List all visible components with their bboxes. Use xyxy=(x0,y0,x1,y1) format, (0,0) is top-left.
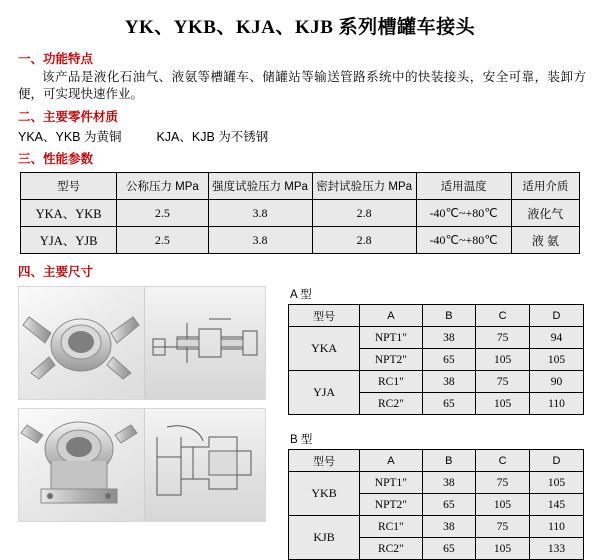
dim-b-header-cell: B xyxy=(422,450,475,472)
dim-a-header-cell: C xyxy=(476,305,530,327)
dim-a-cell: 110 xyxy=(530,393,584,415)
dim-b-cell: NPT2" xyxy=(360,494,423,516)
material-right: KJA、KJB 为不锈钢 xyxy=(156,130,269,144)
dimension-table-a xyxy=(288,304,584,415)
section-head-dimensions: 四、主要尺寸 xyxy=(18,265,94,279)
dim-a-cell: 65 xyxy=(422,393,475,415)
dim-b-cell: 38 xyxy=(422,472,475,494)
dim-b-cell: 65 xyxy=(422,538,475,560)
perf-cell: -40℃~+80℃ xyxy=(416,200,511,227)
perf-header-cell: 公称压力 MPa xyxy=(117,173,208,200)
dim-b-cell: 105 xyxy=(530,472,584,494)
perf-cell: YJA、YJB xyxy=(21,227,117,254)
coupling-drawing-b-icon xyxy=(147,417,263,513)
dim-b-cell: 145 xyxy=(530,494,584,516)
performance-table xyxy=(20,172,580,254)
dim-a-header-cell: 型号 xyxy=(289,305,360,327)
dim-a-cell: RC1" xyxy=(360,371,423,393)
perf-header-cell: 密封试验压力 MPa xyxy=(312,173,416,200)
dim-a-cell: 105 xyxy=(530,349,584,371)
dim-b-header-cell: D xyxy=(530,450,584,472)
dim-b-header-cell: C xyxy=(476,450,530,472)
perf-cell: -40℃~+80℃ xyxy=(416,227,511,254)
perf-header-cell: 适用温度 xyxy=(416,173,511,200)
photo-b-divider xyxy=(144,409,145,521)
dim-a-cell: 38 xyxy=(422,327,475,349)
dim-a-model-cell: YKA xyxy=(289,327,360,371)
perf-header-cell: 型号 xyxy=(21,173,117,200)
dim-b-cell: RC1" xyxy=(360,516,423,538)
dimension-table-b xyxy=(288,449,584,560)
perf-cell: 2.8 xyxy=(312,200,416,227)
page-title: YK、YKB、KJA、KJB 系列槽罐车接头 xyxy=(124,17,476,38)
perf-header-cell: 强度试验压力 MPa xyxy=(208,173,312,200)
dim-a-model-cell: YJA xyxy=(289,371,360,415)
dim-table-a-label: A 型 xyxy=(290,289,312,301)
table-row xyxy=(21,227,580,254)
dimensions-area xyxy=(0,286,600,555)
photo-a-left-pane xyxy=(19,287,144,399)
dim-b-model-cell: KJB xyxy=(289,516,360,560)
dim-a-cell: NPT1" xyxy=(360,327,423,349)
dim-a-cell: 38 xyxy=(422,371,475,393)
coupling-drawing-a-icon xyxy=(147,293,263,393)
perf-cell: 液 氨 xyxy=(511,227,579,254)
dim-a-cell: 105 xyxy=(476,349,530,371)
dim-b-cell: 65 xyxy=(422,494,475,516)
dim-b-cell: 38 xyxy=(422,516,475,538)
coupling-body-a-icon xyxy=(19,287,144,399)
perf-cell: 2.5 xyxy=(117,227,208,254)
perf-header-cell: 适用介质 xyxy=(511,173,579,200)
section-head-features: 一、功能特点 xyxy=(18,52,94,66)
table-row xyxy=(289,516,584,538)
perf-cell: 2.8 xyxy=(312,227,416,254)
features-paragraph: 该产品是液化石油气、液氨等槽罐车、储罐站等输送管路系统中的快装接头，安全可靠，装卸方便，可实现快速作业。 xyxy=(18,70,586,101)
dim-b-cell: 75 xyxy=(476,516,530,538)
dim-a-cell: 65 xyxy=(422,349,475,371)
coupling-photo-b xyxy=(18,408,266,522)
dim-a-header-cell: B xyxy=(422,305,475,327)
dim-b-header-cell: 型号 xyxy=(289,450,360,472)
dim-a-cell: RC2" xyxy=(360,393,423,415)
dim-a-cell: NPT2" xyxy=(360,349,423,371)
dim-b-header-cell: A xyxy=(360,450,423,472)
dim-b-model-cell: YKB xyxy=(289,472,360,516)
dim-a-cell: 90 xyxy=(530,371,584,393)
perf-cell: 3.8 xyxy=(208,200,312,227)
coupling-photo-a xyxy=(18,286,266,400)
dim-b-cell: RC2" xyxy=(360,538,423,560)
dim-a-cell: 94 xyxy=(530,327,584,349)
dim-table-b-label: B 型 xyxy=(290,434,313,446)
table-header-row xyxy=(289,305,584,327)
dim-b-cell: 110 xyxy=(530,516,584,538)
dim-b-cell: 133 xyxy=(530,538,584,560)
dim-b-cell: NPT1" xyxy=(360,472,423,494)
table-header-row xyxy=(289,450,584,472)
perf-cell: 2.5 xyxy=(117,200,208,227)
dim-b-cell: 75 xyxy=(476,472,530,494)
table-row xyxy=(289,371,584,393)
dim-b-cell: 105 xyxy=(476,494,530,516)
dimension-tables-column xyxy=(288,286,584,560)
perf-cell: YKA、YKB xyxy=(21,200,117,227)
dim-a-cell: 75 xyxy=(476,327,530,349)
table-row xyxy=(289,327,584,349)
coupling-body-b-icon xyxy=(19,409,144,521)
photo-a-divider xyxy=(144,287,145,399)
dim-a-header-cell: D xyxy=(530,305,584,327)
section-head-material: 二、主要零件材质 xyxy=(18,110,119,124)
table-row xyxy=(289,472,584,494)
dim-table-b-wrapper xyxy=(288,431,584,560)
perf-cell: 液化气 xyxy=(511,200,579,227)
material-line xyxy=(18,127,600,145)
dim-a-cell: 75 xyxy=(476,371,530,393)
dim-a-header-cell: A xyxy=(360,305,423,327)
table-header-row xyxy=(21,173,580,200)
section-head-performance: 三、性能参数 xyxy=(18,152,94,166)
perf-cell: 3.8 xyxy=(208,227,312,254)
photo-b-left-pane xyxy=(19,409,144,521)
dim-b-cell: 105 xyxy=(476,538,530,560)
material-left: YKA、YKB 为黄铜 xyxy=(18,130,122,144)
dim-a-cell: 105 xyxy=(476,393,530,415)
photo-column xyxy=(18,286,264,522)
table-row xyxy=(21,200,580,227)
